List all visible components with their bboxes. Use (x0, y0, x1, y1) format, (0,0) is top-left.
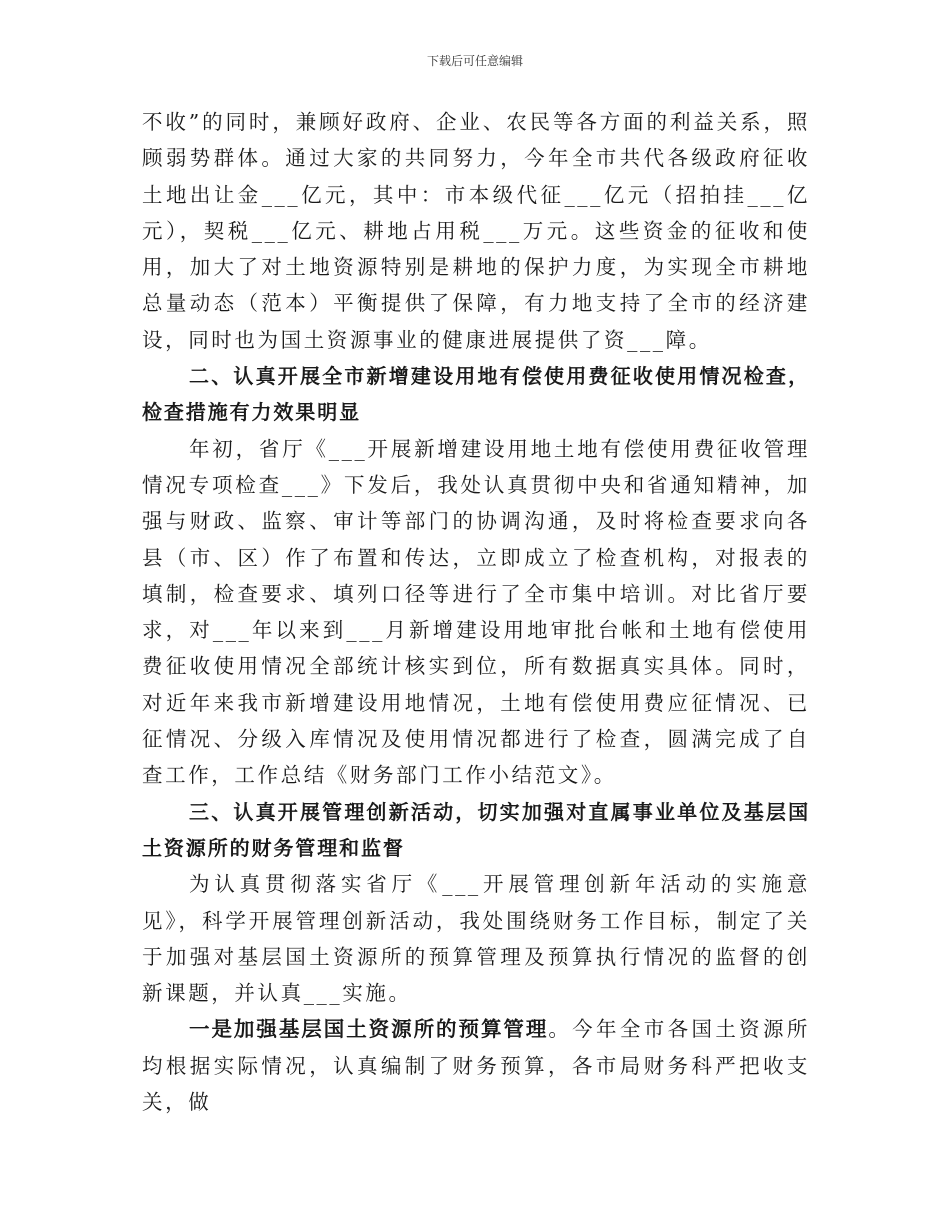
page-header: 下载后可任意编辑 (426, 54, 523, 68)
paragraph-continuation: 不收”的同时，兼顾好政府、企业、农民等各方面的利益关系，照顾弱势群体。通过大家的共同努力，今年全市共代各级政府征收土地出让金___亿元，其中：市本级代征___亿元（招拍挂___亿元），契税___亿元、耕地占用税___万元。这些资金的征收和使用，加大了对土地资源特别是耕地的保护力度，为实现全市耕地总量动态（范本）平衡提供了保障，有力地支持了全市的经济建设，同时也为国土资源事业的健康进展提供了资___障。 (142, 110, 810, 352)
paragraph-budget-management (142, 1011, 810, 1120)
paragraph-lead-bold: 一是加强基层国土资源所的预算管理 (189, 1017, 549, 1042)
section-heading-3: 三、认真开展管理创新活动，切实加强对直属事业单位及基层国土资源所的财务管理和监督 (142, 799, 810, 860)
paragraph-section-2: 年初，省厅《___开展新增建设用地土地有偿使用费征收管理情况专项检查___》下发后，我处认真贯彻中央和省通知精神，加强与财政、监察、审计等部门的协调沟通，及时将检查要求向各县（市、区）作了布置和传达，立即成立了检查机构，对报表的填制，检查要求、填列口径等进行了全市集中培训。对比省厅要求，对___年以来到___月新增建设用地审批台帐和土地有偿使用费征收使用情况全部统计核实到位，所有数据真实具体。同时，对近年来我市新增建设用地情况，土地有偿使用费应征情况、已征情况、分级入库情况及使用情况都进行了检查，圆满完成了自查工作，工作总结《财务部门工作小结范文》。 (142, 436, 810, 788)
paragraph-body: 。今年全市各国土资源所均根据实际情况，认真编制了财务预算，各市局财务科严把收支关，做 (142, 1017, 810, 1115)
paragraph-section-3: 为认真贯彻落实省厅《___开展管理创新年活动的实施意见》，科学开展管理创新活动，我处围绕财务工作目标，制定了关于加强对基层国土资源所的预算管理及预算执行情况的监督的创新课题，并认真___实施。 (142, 872, 810, 1006)
document-body (142, 104, 810, 1120)
section-heading-2: 二、认真开展全市新增建设用地有偿使用费征收使用情况检查，检查措施有力效果明显 (142, 364, 810, 425)
